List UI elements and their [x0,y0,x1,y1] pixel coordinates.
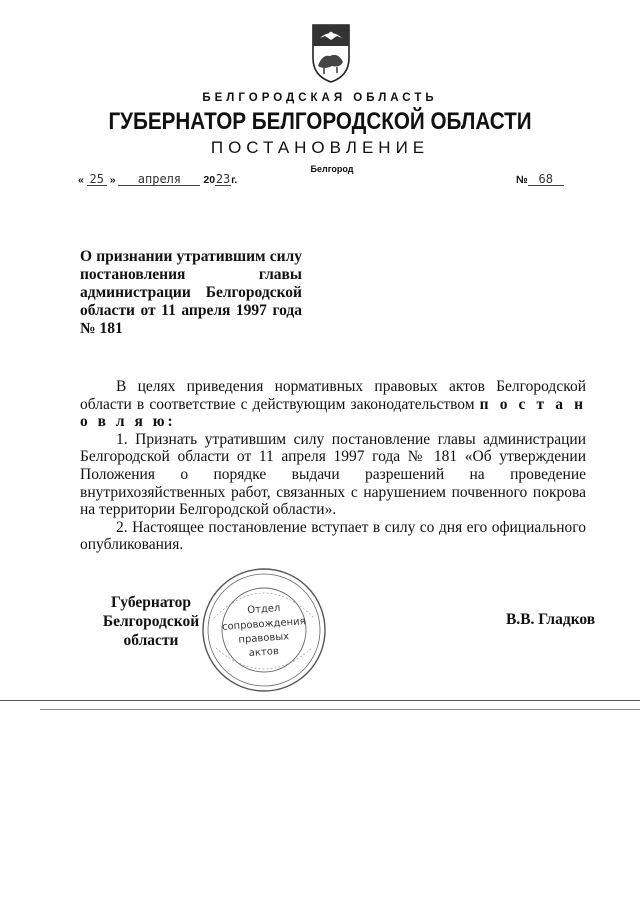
city-name: Белгород [310,164,354,174]
position-line-1: Губернатор [111,594,191,611]
date-year-label: г. [231,174,238,186]
document-title: О признании утратившим силу постановления главы администрации Белгородской области от 11 апреля 1997 года № 181 [80,248,302,337]
region-name: БЕЛГОРОДСКАЯ ОБЛАСТЬ [202,92,438,104]
position-line-2: Белгородской области [102,613,200,649]
date-close-quote: » [109,174,116,186]
official-stamp [200,566,328,694]
document-date [78,173,237,186]
body-item-2: 2. Настоящее постановление вступает в силу со дня его официального опубликования. [80,518,586,554]
date-year-prefix: 20 [203,174,216,186]
date-month: апреля [118,173,200,186]
intro-text: В целях приведения нормативных правовых актов Белгородской области в соответствие с действующим законодательством [80,378,586,413]
number-label: № [516,174,528,186]
bottom-divider [0,700,640,701]
signatory-name: В.В. Гладков [506,611,596,628]
signatory-position [86,593,216,650]
bottom-divider-secondary [40,709,640,710]
document-body [80,378,586,554]
stamp-line-2: сопровождения [221,616,306,633]
coat-of-arms-emblem [310,22,352,84]
number-value: 68 [528,173,564,186]
document-number [516,173,564,186]
date-day: 25 [87,173,107,186]
intro-decree-word: п о с т а н о в л я ю: [80,395,587,431]
stamp-line-4: актов [248,645,280,660]
date-open-quote: « [78,174,84,186]
body-item-1: 1. Признать утратившим силу постановление главы администрации Белгородской области от 11 апреля 1997 года № 181 «Об утверждении Положения о порядке выдачи разрешений на проведение внутрихозяйственных работ, связанных с нарушением почвенного покрова на территории Белгородской области». [80,430,586,519]
stamp-line-1: Отдел [246,602,281,617]
document-issuer: ГУБЕРНАТОР БЕЛГОРОДСКОЙ ОБЛАСТИ [108,108,532,135]
date-year-suffix: 23 [215,172,231,186]
document-type: ПОСТАНОВЛЕНИЕ [210,138,430,157]
body-intro [80,378,586,431]
stamp-line-3: правовых [238,631,290,646]
